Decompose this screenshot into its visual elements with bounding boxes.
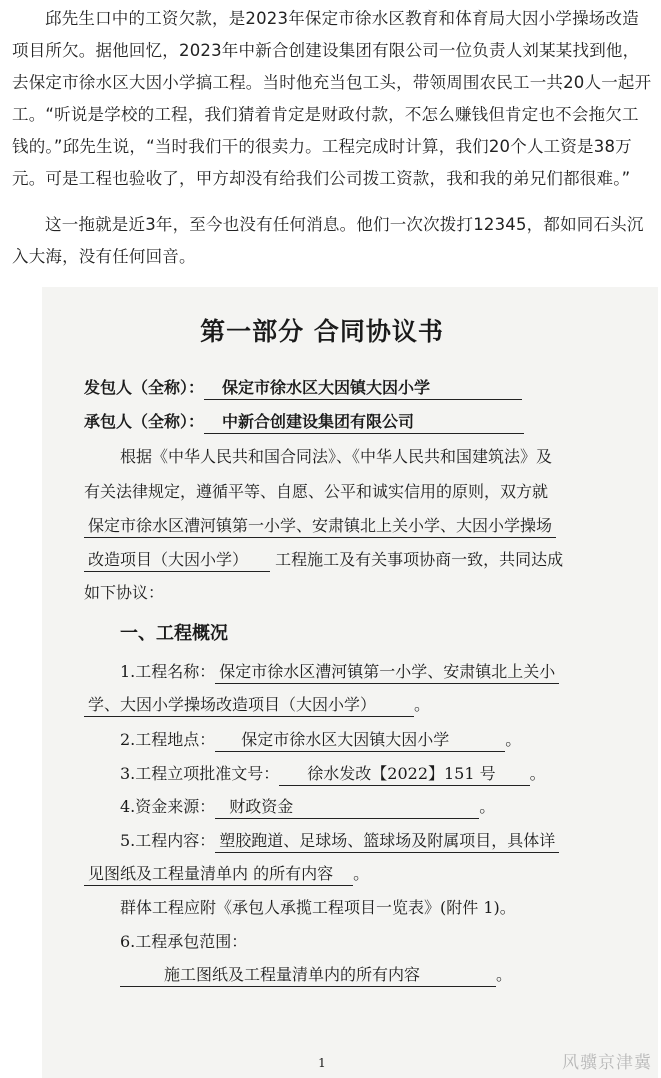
item-5-value-b: 见图纸及工程量清单内 的所有内容 bbox=[84, 861, 353, 886]
item-5-line-a bbox=[120, 828, 559, 853]
intro-line-3 bbox=[84, 513, 556, 538]
page-number: 1 bbox=[318, 1056, 326, 1070]
section-heading-1: 一、工程概况 bbox=[120, 623, 228, 644]
item-1-period: 。 bbox=[414, 695, 431, 714]
employer-line bbox=[84, 375, 522, 400]
contract-scan-image bbox=[42, 287, 658, 1078]
item-4-label: 4.资金来源： bbox=[120, 797, 216, 816]
item-1-value-b: 学、大因小学操场改造项目（大因小学） bbox=[84, 692, 414, 717]
intro-line-4-rest: 工程施工及有关事项协商一致，共同达成 bbox=[275, 550, 564, 569]
item-2-period: 。 bbox=[505, 730, 522, 749]
watermark-text: 风骥京津冀 bbox=[562, 1053, 652, 1073]
contract-title: 第一部分 合同协议书 bbox=[200, 317, 444, 346]
item-2-value: 保定市徐水区大因镇大因小学 bbox=[215, 727, 505, 752]
item-2-label: 2.工程地点： bbox=[120, 730, 216, 749]
item-3-line bbox=[120, 761, 546, 786]
group-project-note: 群体工程应附《承包人承揽工程项目一览表》(附件 1)。 bbox=[120, 898, 516, 917]
intro-line-5: 如下协议： bbox=[84, 583, 165, 602]
item-1-label: 1.工程名称： bbox=[120, 662, 216, 681]
item-3-period: 。 bbox=[529, 764, 546, 783]
project-name-underlined-cont: 改造项目（大因小学） bbox=[84, 547, 270, 572]
item-2-line bbox=[120, 727, 521, 752]
contractor-line bbox=[84, 409, 524, 434]
item-6-line bbox=[120, 962, 512, 987]
article-paragraph-1: 邱先生口中的工资欠款，是2023年保定市徐水区教育和体育局大因小学操场改造项目所欠。据他回忆，2023年中新合创建设集团有限公司一位负责人刘某某找到他，去保定市徐水区大因小学搞工程。当时他充当包工头，带领周围农民工一共20人一起开工。“听说是学校的工程，我们猜着肯定是财政付款，不怎么赚钱但肯定也不会拖欠工钱的。”邱先生说，“当时我们干的很卖力。工程完成时计算，我们20个人工资是38万元。可是工程也验收了，甲方却没有给我们公司拨工资款，我和我的弟兄们都很难。” bbox=[12, 9, 652, 188]
item-5-label: 5.工程内容： bbox=[120, 831, 216, 850]
item-5-line-b bbox=[84, 861, 369, 886]
item-1-value-a: 保定市徐水区漕河镇第一小学、安肃镇北上关小 bbox=[215, 659, 559, 684]
contractor-label: 承包人（全称）： bbox=[84, 412, 205, 431]
employer-value: 保定市徐水区大因镇大因小学 bbox=[204, 375, 522, 400]
item-6-label: 6.工程承包范围： bbox=[120, 932, 248, 951]
intro-line-1: 根据《中华人民共和国合同法》、《中华人民共和国建筑法》及 bbox=[120, 447, 553, 466]
project-name-underlined: 保定市徐水区漕河镇第一小学、安肃镇北上关小学、大因小学操场 bbox=[84, 513, 556, 538]
item-6-period: 。 bbox=[496, 965, 513, 984]
intro-line-2: 有关法律规定，遵循平等、自愿、公平和诚实信用的原则，双方就 bbox=[84, 482, 549, 501]
item-1-line-b bbox=[84, 692, 430, 717]
item-3-label: 3.工程立项批准文号： bbox=[120, 764, 280, 783]
item-5-value-a: 塑胶跑道、足球场、篮球场及附属项目，具体详 bbox=[215, 828, 559, 853]
employer-label: 发包人（全称）： bbox=[84, 378, 205, 397]
item-5-period: 。 bbox=[353, 864, 370, 883]
contractor-value: 中新合创建设集团有限公司 bbox=[204, 409, 524, 434]
item-4-period: 。 bbox=[479, 797, 496, 816]
item-4-line bbox=[120, 794, 495, 819]
intro-line-4 bbox=[84, 547, 563, 572]
item-6-value: 施工图纸及工程量清单内的所有内容 bbox=[120, 962, 496, 987]
article-paragraph-2: 这一拖就是近3年，至今也没有任何消息。他们一次次拨打12345，都如同石头沉入大海，没有任何回音。 bbox=[12, 215, 644, 266]
item-1-line-a bbox=[120, 659, 559, 684]
item-4-value: 财政资金 bbox=[215, 794, 479, 819]
item-3-value: 徐水发改【2022】151 号 bbox=[279, 761, 529, 786]
